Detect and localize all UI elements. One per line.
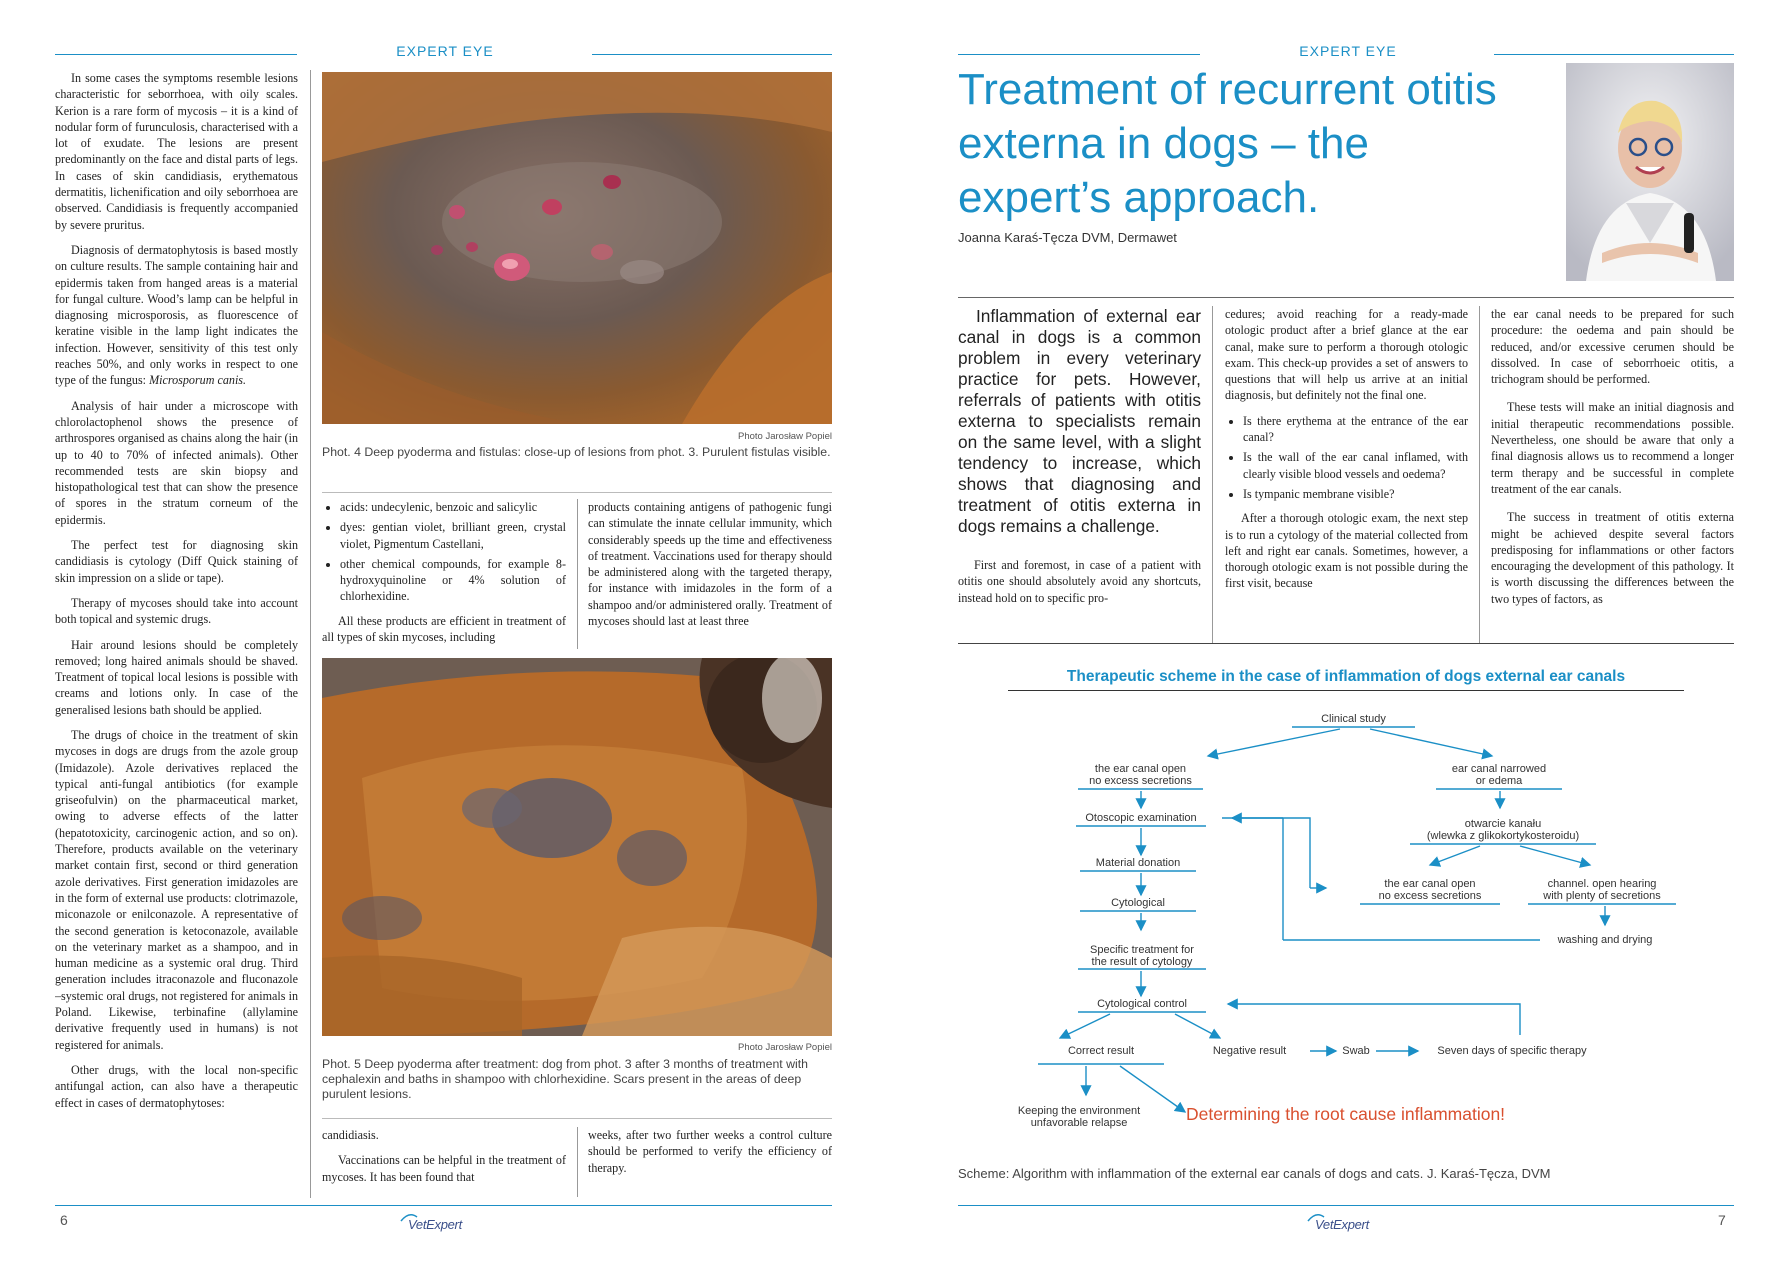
paragraph: Analysis of hair under a microscope with chlorolactophenol shows the presence of arthrospores organised as chains along the hair (in up to 40 to 70% of infected animals). Other recommended tests are skin biopsy and histopathological test that can show the presence of spores in the stratum corneum of the epidermis. (55, 398, 298, 527)
page-number: 7 (1718, 1212, 1726, 1228)
footer-rule (958, 1205, 1734, 1206)
article-title: Treatment of recurrent otitis externa in dogs – the expert’s approach. (958, 65, 1497, 222)
node-correct-result: Correct result (1067, 1045, 1135, 1057)
paragraph: products containing antigens of pathogenic fungi can stimulate the innate cellular immunity, which considerably speeds up the time and effectiveness of treatment. Vaccinations used for therapy should be administered along with the targeted therapy, for instance with imidazoles in the form of a shampoo and/or administered orally. Treatment of mycoses should last at least three (588, 500, 832, 629)
node-open-canal-label: the ear canal open no excess secretions (1089, 763, 1192, 787)
list-item: • other chemical compounds, for example 8-hydroxyquinoline or 4% solution of chlorhexidine. (340, 556, 566, 605)
node-narrowed-canal: ear canal narrowed or edema (1451, 763, 1547, 787)
node-otoscopic-exam: Otoscopic examination (1085, 812, 1197, 824)
paragraph: candidiasis. (322, 1128, 379, 1142)
paragraph: Therapy of mycoses should take into account both topical and systemic drugs. (55, 595, 298, 627)
list-item: • Is the wall of the ear canal inflamed, with clearly visible blood vessels and oedema? (1243, 449, 1468, 482)
paragraph: the ear canal needs to be prepared for such procedure: the oedema and pain should be reduced, and/or excessive cerumen should be dissolved. In case of seborrhoeic otitis, a trichogram should be performed. (1491, 307, 1734, 387)
node-swab: Swab (1342, 1045, 1370, 1057)
node-channel-secretions: channel. open hearing with plenty of secretions (1543, 878, 1661, 902)
vetexpert-logo: VetExpert (1315, 1217, 1369, 1232)
node-washing-drying: washing and drying (1557, 934, 1653, 946)
page-number: 6 (60, 1212, 68, 1228)
paragraph: Hair around lesions should be completely removed; long haired animals should be shaved. Treatment of topical local lesions is possible with creams and lotions only. In case of the generalised lesions bath should be applied. (55, 637, 298, 717)
node-open-canal-b: the ear canal open no excess secretions (1378, 878, 1482, 902)
paragraph: The drugs of choice in the treatment of skin mycoses in dogs are drugs from the azole group (Imidazole). Azole derivatives replaced the typical anti-fungal antibiotics (for example griseofulvin) on the pharmaceutical market, owing to adverse effects of the latter (hepatotoxicity, carcinogenic action, and so on). Therefore, products available on the veterinary market contain first, second or third generation azole derivatives. First generation imidazoles are in the form of external use products: clotrimazole, miconazole or enilconazole. A representative of the second generation is ketoconazole, available on the veterinary market as a shampoo, and in human medicine as a systemic oral drug. Third generation includes itraconazole and fluconazole –systemic oral drugs, not registered for animals in Poland. Likewise, terbinafine (allylamine derivative frequently used in humans) is not registered for animals. (55, 727, 298, 1052)
paragraph: weeks, after two further weeks a control culture should be performed to verify the efficiency of therapy. (588, 1128, 832, 1175)
paragraph: In some cases the symptoms resemble lesions characteristic for seborrhoea, with oily scales. Kerion is a rare form of mycosis – it is a kind of nodular form of furunculosis, characterised with a lot of exudate. The lesions are present predominantly on the face and distal parts of legs. In cases of skin candidiasis, erythematous dermatitis, lichenification and oily seborrhoea are observed. Candidiasis is frequently accompanied by severe pruritus. (55, 71, 298, 232)
node-specific-treatment: Specific treatment for the result of cytology (1090, 944, 1194, 968)
list-item: • dyes: gentian violet, brilliant green, crystal violet, Pigmentum Castellani, (340, 519, 566, 552)
node-otwarcie-kanalu: otwarcie kanału (wlewka z glikokortykosteroidu) (1426, 818, 1580, 842)
list-item: • Is there erythema at the entrance of the ear canal? (1243, 413, 1468, 446)
node-negative-result: Negative result (1212, 1045, 1287, 1057)
paragraph: First and foremost, in case of a patient with otitis one should absolutely avoid any shortcuts, instead hold on to specific pro- (958, 558, 1201, 605)
node-cytological: Cytological (1111, 897, 1165, 909)
node-material-donation: Material donation (1095, 857, 1181, 869)
vetexpert-logo: VetExpert (408, 1217, 462, 1232)
paragraph: Vaccinations can be helpful in the treatment of mycoses. It has been found that (322, 1153, 566, 1184)
list-item: • Is tympanic membrane visible? (1243, 486, 1468, 502)
root-cause-note: Determining the root cause inflammation! (1186, 1104, 1506, 1124)
scheme-caption: Scheme: Algorithm with inflammation of the external ear canals of dogs and cats. J. Karaś-Tęcza, DVM (958, 1166, 1551, 1181)
paragraph: All these products are efficient in treatment of all types of skin mycoses, including (322, 613, 566, 645)
paragraph: Diagnosis of dermatophytosis is based mostly on culture results. The sample containing hair and epidermis taken from hanged areas is a material for fungal culture. Wood’s lamp can be helpful in diagnosing microsporosis, as fluorescence of keratine visible in the lamp light indicates the infection. However, sensitivity of this test only reaches 50%, and only works in respect to one type of the fungus: Microsporum canis. (55, 242, 298, 388)
author-line: Joanna Karaś-Tęcza DVM, Dermawet (958, 230, 1177, 245)
photo-5-caption: Phot. 5 Deep pyoderma after treatment: dog from phot. 3 after 3 months of treatment with cephalexin and baths in shampoo with chlorhexidine. Scars present in the areas of deep purulent lesions. (322, 1057, 808, 1101)
lead-paragraph: Inflammation of external ear canal in dogs is a common problem in every veterinary practice for pets. However, referrals of patients with otitis externa to specialists remain on the same level, with a slight tendency to increase, which shows that diagnosing and treatment of otitis externa in dogs remains a challenge. (958, 306, 1201, 536)
paragraph: After a thorough otologic exam, the next step is to run a cytology of the material collected from left and right ear canals. Sometimes, however, a thorough otologic exam is not possible during the first visit, because (1225, 511, 1468, 591)
paragraph: These tests will make an initial diagnosis and initial therapeutic recommendations possible. Nevertheless, one should be aware that only a final diagnosis allows us to recommend a longer term therapy and be successful in complete treatment of the ear canals. (1491, 400, 1734, 496)
section-header-right: EXPERT EYE (1299, 43, 1397, 59)
node-clinical-study: Clinical study (1321, 713, 1386, 725)
node-seven-days: Seven days of specific therapy (1437, 1045, 1587, 1057)
paragraph: cedures; avoid reaching for a ready-made otologic product after a brief glance at the ear canal, make sure to perform a thorough otologic exam. This check-up provides a set of answers to questions that will help us arrive at an initial diagnosis, but definitely not the final one. (1225, 307, 1468, 403)
node-keeping-environment: Keeping the environment unfavorable relapse (1017, 1105, 1141, 1129)
scheme-title: Therapeutic scheme in the case of inflammation of dogs external ear canals (1066, 668, 1626, 685)
section-header-left: EXPERT EYE (396, 43, 494, 59)
node-cytological-control: Cytological control (1097, 998, 1187, 1010)
paragraph: The perfect test for diagnosing skin candidiasis is cytology (Diff Quick staining of skin impression on a slide or tape). (55, 538, 298, 585)
author-name: Joanna Karaś-Tęcza DVM (958, 230, 1111, 245)
list-item: • acids: undecylenic, benzoic and salicylic (340, 499, 566, 515)
author-org: Dermawet (1117, 230, 1177, 245)
paragraph: The success in treatment of otitis externa might be achieved despite several factors predisposing for inflammations or other factors encouraging the development of this pathology. It is worth discussing the differences between the two types of factors, as (1491, 510, 1734, 606)
paragraph: Other drugs, with the local non-specific antifungal action, can also have a therapeutic effect in cases of dermatophytoses: (55, 1062, 298, 1110)
photo-4-caption: Phot. 4 Deep pyoderma and fistulas: close-up of lesions from phot. 3. Purulent fistulas visible. (322, 445, 831, 459)
photo-5-credit: Photo Jarosław Popiel (738, 1042, 832, 1053)
photo-4-credit: Photo Jarosław Popiel (738, 431, 832, 442)
